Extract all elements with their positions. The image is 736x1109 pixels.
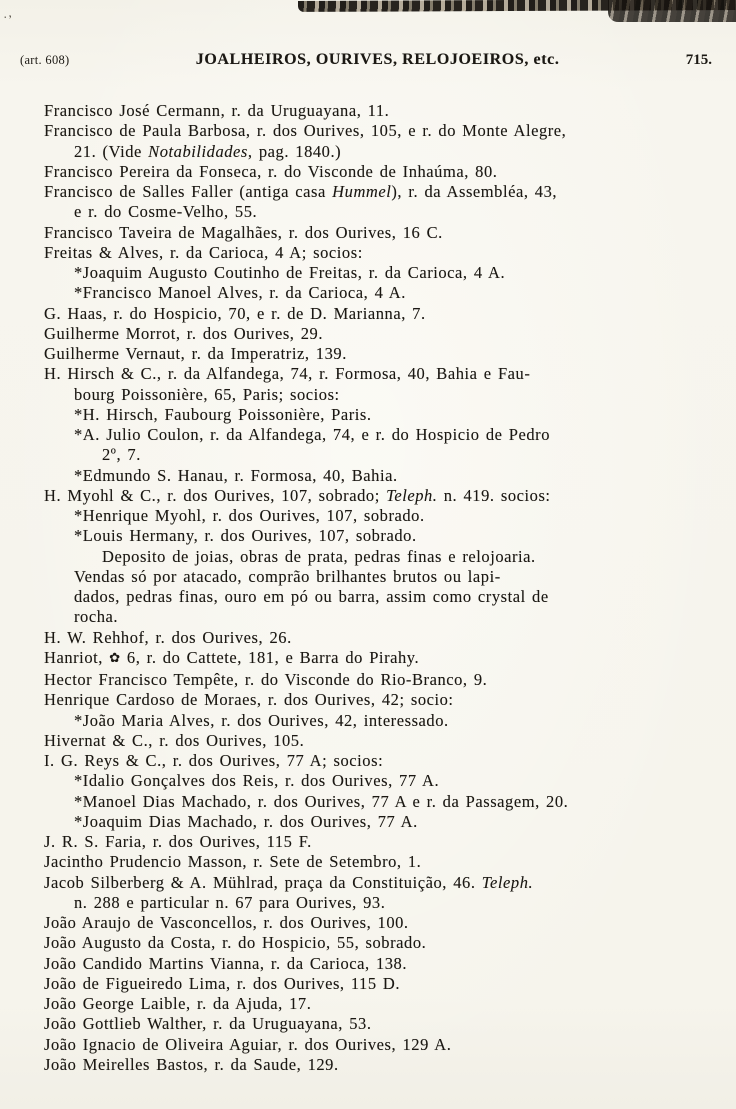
directory-line [44, 202, 726, 222]
line-text: *Louis Hermany, r. dos Ourives, 107, sobrado. [74, 526, 417, 546]
directory-line [44, 587, 726, 607]
directory-line [44, 283, 726, 303]
directory-list [44, 101, 726, 1109]
directory-line [44, 466, 726, 486]
directory-line [44, 385, 726, 405]
directory-line [44, 954, 726, 974]
line-text: Teleph. [386, 485, 438, 505]
line-text: João Ignacio de Oliveira Aguiar, r. dos Ourives, 129 A. [44, 1034, 452, 1054]
line-text: Francisco Pereira da Fonseca, r. do Visconde de Inhaúma, 80. [44, 161, 498, 181]
article-reference: (art. 608) [20, 53, 70, 67]
directory-line [44, 162, 726, 182]
line-text: Hector Francisco Tempête, r. do Visconde do Rio-Branco, 9. [44, 670, 488, 689]
directory-line [44, 101, 726, 121]
directory-line [44, 506, 726, 526]
directory-line [44, 994, 726, 1014]
line-text: *H. Hirsch, Faubourg Poissonière, Paris. [74, 404, 372, 424]
directory-line [44, 1055, 726, 1075]
directory-line [44, 344, 726, 364]
line-text: Hummel [332, 182, 392, 201]
directory-line [44, 711, 726, 731]
directory-line [44, 567, 726, 587]
directory-line [44, 405, 726, 425]
ornament-icon: ✿ [109, 650, 121, 666]
line-text: João Meirelles Bastos, r. da Saude, 129. [44, 1054, 339, 1074]
line-text: Jacob Silberberg & A. Mühlrad, praça da Constituição, 46. [44, 872, 482, 892]
directory-line [44, 731, 726, 751]
line-text: *Joaquim Augusto Coutinho de Freitas, r. da Carioca, 4 A. [74, 263, 506, 282]
page-number: 715. [685, 52, 712, 68]
line-text: *Henrique Myohl, r. dos Ourives, 107, sobrado. [74, 506, 425, 525]
directory-line [44, 974, 726, 994]
directory-line [44, 792, 726, 812]
line-text: H. Hirsch & C., r. da Alfandega, 74, r. Formosa, 40, Bahia e Fau- [44, 364, 531, 384]
line-text: Vendas só por atacado, comprão brilhantes brutos ou lapi- [74, 566, 501, 586]
line-text: n. 288 e particular n. 67 para Ourives, 93. [74, 892, 386, 912]
directory-line [44, 832, 726, 852]
line-text: Guilherme Morrot, r. dos Ourives, 29. [44, 323, 324, 343]
line-text: João George Laible, r. da Ajuda, 17. [44, 994, 312, 1013]
line-text: *A. Julio Coulon, r. da Alfandega, 74, e r. do Hospicio de Pedro [74, 425, 551, 444]
line-text: Jacintho Prudencio Masson, r. Sete de Setembro, 1. [44, 852, 422, 872]
directory-line [44, 873, 726, 893]
line-text: *Idalio Gonçalves dos Reis, r. dos Ourives, 77 A. [74, 771, 440, 791]
line-text: João Candido Martins Vianna, r. da Carioca, 138. [44, 953, 408, 973]
line-text: Francisco de Paula Barbosa, r. dos Ourives, 105, e r. do Monte Alegre, [44, 121, 567, 141]
line-text: *Joaquim Dias Machado, r. dos Ourives, 77 A. [74, 811, 418, 831]
directory-line [44, 445, 726, 465]
line-text: n. 419. socios: [437, 485, 551, 505]
scan-artifact-corner [608, 0, 736, 22]
line-text: *Manoel Dias Machado, r. dos Ourives, 77 A e r. da Passagem, 20. [74, 791, 569, 811]
directory-line [44, 648, 726, 670]
line-text: bourg Poissonière, 65, Paris; socios: [74, 384, 340, 404]
line-text: I. G. Reys & C., r. dos Ourives, 77 A; socios: [44, 751, 384, 770]
directory-line [44, 933, 726, 953]
line-text: Notabilidades [148, 141, 248, 161]
line-text: João Gottlieb Walther, r. da Uruguayana, 53. [44, 1014, 372, 1034]
line-text: Francisco Taveira de Magalhães, r. dos Ourives, 16 C. [44, 222, 443, 242]
directory-line [44, 913, 726, 933]
directory-line [44, 852, 726, 872]
directory-line [44, 324, 726, 344]
line-text: Francisco de Salles Faller (antiga casa [44, 182, 333, 201]
line-text: Hivernat & C., r. dos Ourives, 105. [44, 730, 305, 750]
line-text: *Edmundo S. Hanau, r. Formosa, 40, Bahia. [74, 465, 398, 485]
line-text: *João Maria Alves, r. dos Ourives, 42, interessado. [74, 710, 449, 730]
line-text: 21. (Vide [74, 141, 149, 161]
directory-line [44, 751, 726, 771]
scan-smudge-mark: ., [1, 5, 15, 21]
directory-line [44, 771, 726, 791]
line-text: Francisco José Cermann, r. da Uruguayana, 11. [44, 101, 390, 120]
directory-line [44, 182, 726, 202]
directory-line [44, 304, 726, 324]
directory-line [44, 607, 726, 627]
directory-line [44, 364, 726, 384]
directory-line [44, 628, 726, 648]
directory-line [44, 893, 726, 913]
line-text: Henrique Cardoso de Moraes, r. dos Ourives, 42; socio: [44, 690, 454, 710]
directory-line [44, 526, 726, 546]
line-text: G. Haas, r. do Hospicio, 70, e r. de D. Marianna, 7. [44, 303, 426, 323]
line-text: ), r. da Assembléa, 43, [391, 182, 558, 201]
line-text: 2º, 7. [102, 445, 141, 465]
line-text: H. Myohl & C., r. dos Ourives, 107, sobrado; [44, 485, 387, 505]
directory-line [44, 1014, 726, 1034]
line-text: , pag. 1840.) [247, 141, 342, 161]
directory-line [44, 425, 726, 445]
line-text: Deposito de joias, obras de prata, pedras finas e relojoaria. [102, 546, 536, 566]
line-text: João Augusto da Costa, r. do Hospicio, 55, sobrado. [44, 933, 427, 953]
page-header [20, 51, 712, 69]
directory-line [44, 486, 726, 506]
line-text: Freitas & Alves, r. da Carioca, 4 A; socios: [44, 242, 363, 262]
line-text: 6, r. do Cattete, 181, e Barra do Pirahy. [120, 647, 420, 667]
directory-line [44, 243, 726, 263]
line-text: João Araujo de Vasconcellos, r. dos Ourives, 100. [44, 913, 409, 932]
line-text: H. W. Rehhof, r. dos Ourives, 26. [44, 627, 292, 647]
directory-line [44, 1035, 726, 1055]
line-text: rocha. [74, 607, 119, 627]
line-text: Teleph. [481, 872, 534, 892]
line-text: Hanriot, [44, 647, 110, 667]
directory-line [44, 121, 726, 141]
line-text: e r. do Cosme-Velho, 55. [74, 202, 258, 222]
page-title: JOALHEIROS, OURIVES, RELOJOEIROS, etc. [195, 51, 560, 68]
directory-line [44, 142, 726, 162]
directory-line [44, 263, 726, 283]
directory-line [44, 547, 726, 567]
directory-line [44, 812, 726, 832]
directory-line [44, 223, 726, 243]
line-text: J. R. S. Faria, r. dos Ourives, 115 F. [44, 832, 312, 851]
line-text: *Francisco Manoel Alves, r. da Carioca, 4 A. [74, 283, 406, 303]
line-text: João de Figueiredo Lima, r. dos Ourives, 115 D. [44, 973, 401, 993]
line-text: Guilherme Vernaut, r. da Imperatriz, 139. [44, 344, 347, 363]
line-text: dados, pedras finas, ouro em pó ou barra, assim como crystal de [74, 587, 549, 606]
directory-line [44, 670, 726, 690]
directory-line [44, 690, 726, 710]
